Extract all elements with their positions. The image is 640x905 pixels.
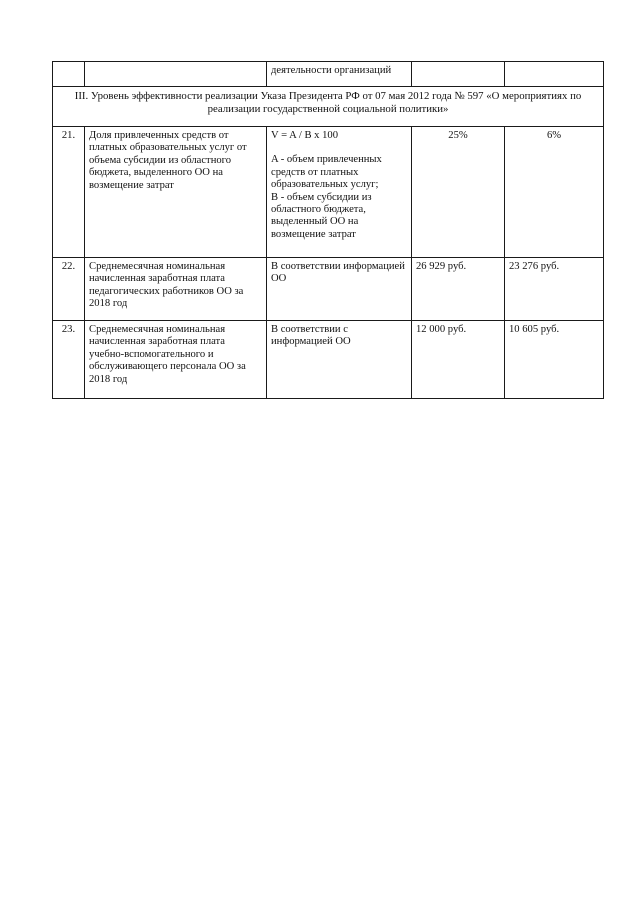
cell-method [267,127,412,258]
cell-name: Доля привлеченных средств от платных образовательных услуг от объема субсидии из областного бюджета, выделенного ОО на возмещение затрат [85,127,267,258]
cell-actual [505,62,604,87]
cell-method: В соответствии с информацией ОО [267,321,412,399]
cell-target: 12 000 руб. [412,321,505,399]
table-row-23 [53,321,604,399]
section-row [53,87,604,127]
table-row-21 [53,127,604,258]
cell-target: 25% [412,127,505,258]
formula-def-b: B - объем субсидии из областного бюджета, выделенный ОО на возмещение затрат [271,191,372,240]
cell-num: 23. [53,321,85,399]
table-row-continuation [53,62,604,87]
cell-name: Среднемесячная номинальная начисленная заработная плата педагогических работников ОО за 2018 год [85,258,267,321]
formula-text: V = A / B x 100 [271,130,339,141]
cell-target: 26 929 руб. [412,258,505,321]
cell-actual: 23 276 руб. [505,258,604,321]
cell-name [85,62,267,87]
section-title: III. Уровень эффективности реализации Указа Президента РФ от 07 мая 2012 года № 597 «О мероприятиях по реализации государственной социальной политики» [53,87,604,127]
cell-num: 21. [53,127,85,258]
cell-method: В соответствии информацией ОО [267,258,412,321]
cell-method: деятельности организаций [267,62,412,87]
cell-actual: 10 605 руб. [505,321,604,399]
cell-name: Среднемесячная номинальная начисленная заработная плата учебно-вспомогательного и обслуживающего персонала ОО за 2018 год [85,321,267,399]
formula-def-a: A - объем привлеченных средств от платных образовательных услуг; [271,154,382,191]
indicators-table [52,61,604,399]
cell-num [53,62,85,87]
table-row-22 [53,258,604,321]
cell-num: 22. [53,258,85,321]
cell-target [412,62,505,87]
cell-actual: 6% [505,127,604,258]
